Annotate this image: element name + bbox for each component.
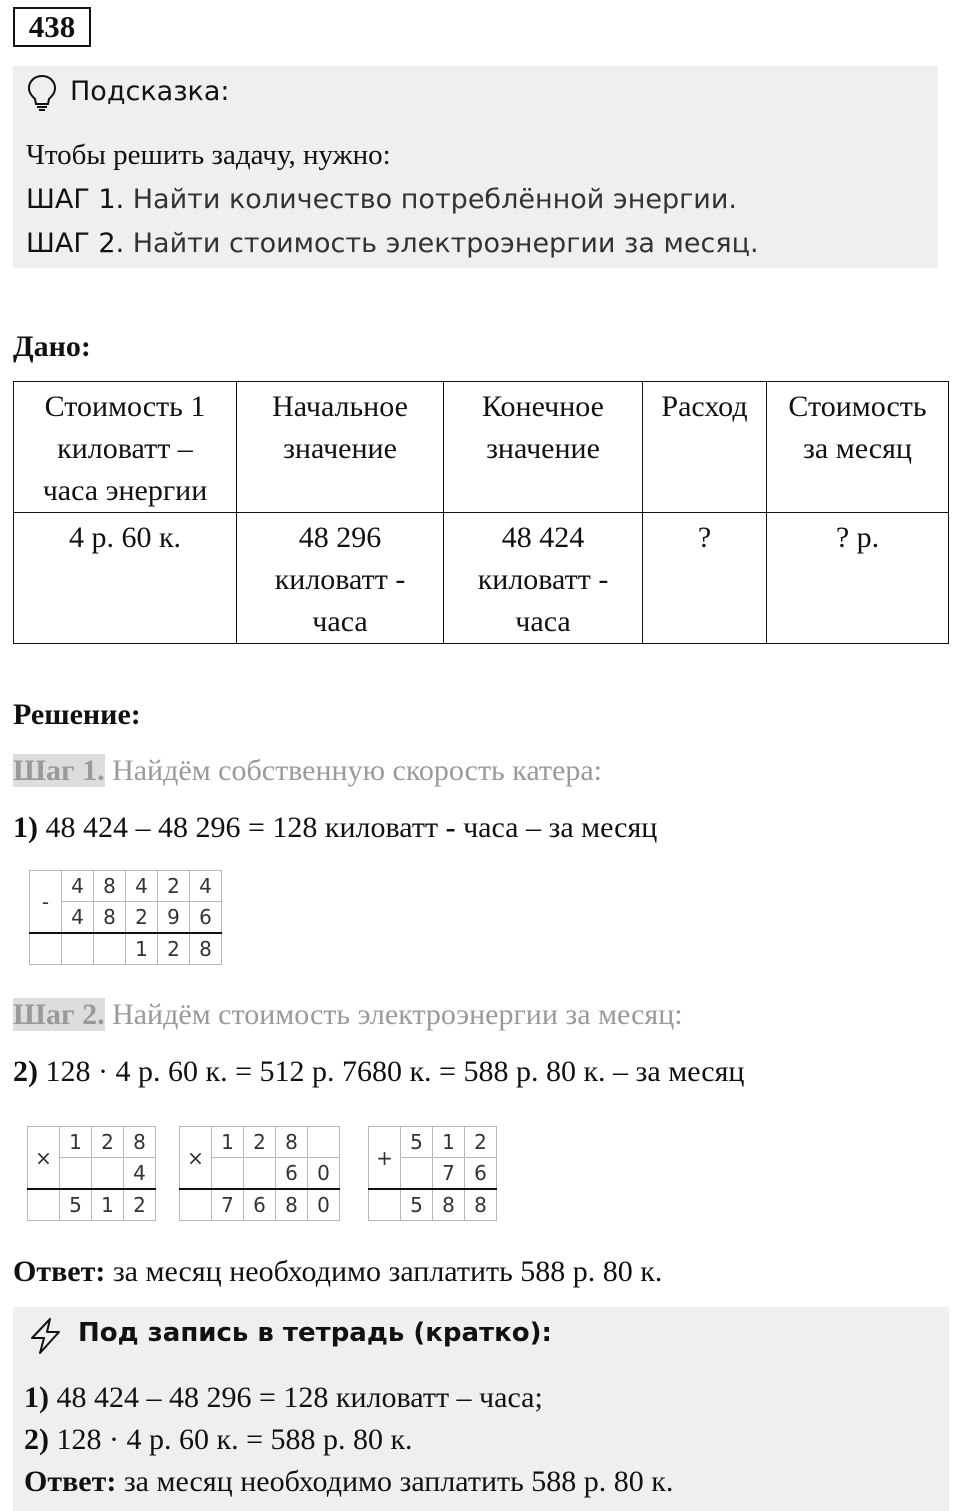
value-cell: 4 р. 60 к. [14,513,237,644]
solution-label: Решение: [13,698,141,731]
lightbulb-icon [26,74,58,112]
lightning-icon [26,1316,66,1356]
header-cell: Конечное значение [444,382,643,513]
notebook-line-1: 1) 48 424 – 48 296 = 128 киловатт – часа; [24,1381,543,1414]
step-label: Шаг 1. [13,754,105,787]
given-table [13,381,949,644]
value-cell: ? [643,513,767,644]
subtraction-grid: - 4 8 4 2 4 4 8 2 9 6 1 2 8 [29,870,222,965]
hint-intro: Чтобы решить задачу, нужно: [26,139,391,171]
answer-text: за месяц необходимо заплатить 588 р. 80 к. [105,1255,663,1288]
header-cell: Расход [643,382,767,513]
addition-grid: + 5 1 2 7 6 5 8 8 [368,1126,497,1221]
header-cell: Начальное значение [237,382,444,513]
solution-line-2: 2) 128 · 4 р. 60 к. = 512 р. 7680 к. = 588 р. 80 к. – за месяц [13,1055,745,1088]
step-2-heading [13,998,683,1032]
hint-step-label: ШАГ 2. [26,228,125,259]
hint-step-2 [26,228,759,259]
value-cell: 48 296 киловатт - часа [237,513,444,644]
step-1-heading [13,754,602,788]
multiplication-grid-1: × 1 2 8 4 5 1 2 [27,1126,156,1221]
notebook-answer: Ответ: за месяц необходимо заплатить 588 р. 80 к. [24,1465,674,1498]
hint-step-text: Найти количество потреблённой энергии. [124,184,737,215]
answer-label: Ответ: [13,1255,106,1288]
solution-line-1: 1) 48 424 – 48 296 = 128 киловатт - часа – за месяц [13,811,658,844]
header-cell: Стоимость за месяц [767,382,949,513]
answer-line [13,1255,662,1289]
notebook-title: Под запись в тетрадь (кратко): [78,1318,552,1348]
given-label: Дано: [13,330,91,363]
notebook-line-2: 2) 128 · 4 р. 60 к. = 588 р. 80 к. [24,1423,413,1456]
value-cell: 48 424 киловатт - часа [444,513,643,644]
header-cell: Стоимость 1 киловатт – часа энергии [14,382,237,513]
step-text: Найдём стоимость электроэнергии за месяц: [104,998,683,1031]
hint-step-1 [26,184,737,215]
hint-title: Подсказка: [70,76,230,107]
step-label: Шаг 2. [13,998,105,1031]
value-cell: ? р. [767,513,949,644]
hint-step-text: Найти стоимость электроэнергии за месяц. [124,228,759,259]
step-text: Найдём собственную скорость катера: [104,754,602,787]
hint-step-label: ШАГ 1. [26,184,125,215]
multiplication-grid-2: × 1 2 8 6 0 7 6 8 0 [179,1126,340,1221]
task-number: 438 [13,7,91,47]
